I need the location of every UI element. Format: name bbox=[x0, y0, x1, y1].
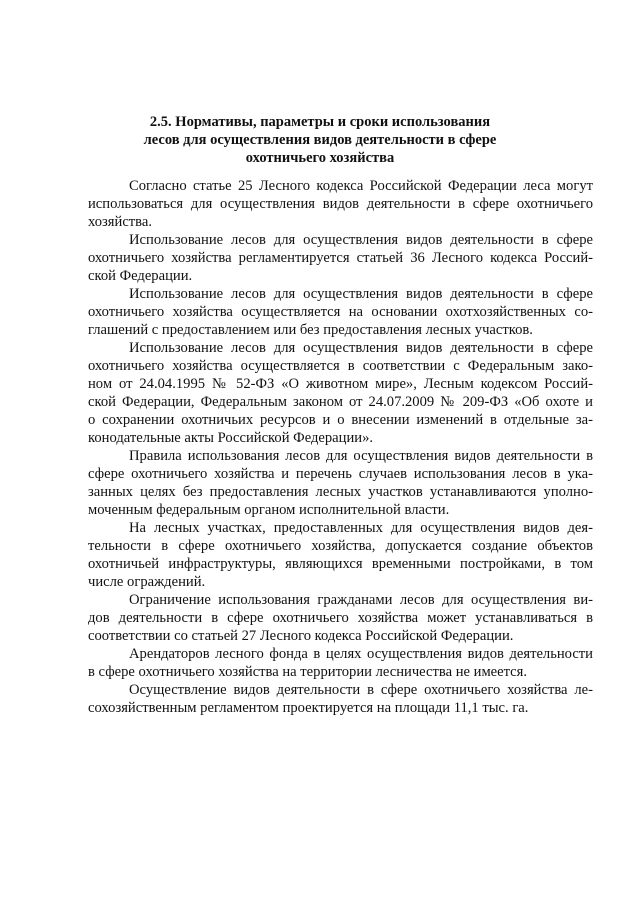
heading-line: охотничьего хозяйства bbox=[245, 150, 395, 166]
paragraph-line: Использование лесов для осуществления видов деятельности в сфере bbox=[129, 340, 593, 356]
paragraph-line: Использование лесов для осуществления видов деятельности в сфере bbox=[129, 232, 593, 248]
paragraph-line: дов деятельности в сфере охотничьего хозяйства может устанавливаться в bbox=[88, 610, 593, 626]
body-text bbox=[88, 177, 593, 717]
paragraph bbox=[88, 645, 593, 681]
paragraph-line: Осуществление видов деятельности в сфере охотничьего хозяйства ле- bbox=[129, 682, 593, 698]
heading-line: 2.5. Нормативы, параметры и сроки использования bbox=[149, 114, 491, 130]
paragraph-line: ном от 24.04.1995 № 52-ФЗ «О животном мире», Лесным кодексом Россий- bbox=[88, 376, 593, 392]
paragraph-line: числе ограждений. bbox=[88, 574, 206, 590]
paragraph-line: Согласно статье 25 Лесного кодекса Российской Федерации леса могут bbox=[129, 178, 593, 194]
paragraph-line: сохозяйственным регламентом проектируется на площади 11,1 тыс. га. bbox=[88, 700, 529, 716]
paragraph-line: сфере охотничьего хозяйства и перечень случаев использования лесов в ука- bbox=[88, 466, 593, 482]
paragraph-line: охотничьей инфраструктуры, являющихся временными постройками, в том bbox=[88, 556, 593, 572]
paragraph-line: охотничьего хозяйства осуществляется в соответствии с Федеральным зако- bbox=[88, 358, 593, 374]
paragraph-line: охотничьего хозяйства осуществляется на основании охотхозяйственных со- bbox=[88, 304, 593, 320]
paragraph-line: соответствии со статьей 27 Лесного кодекса Российской Федерации. bbox=[88, 628, 514, 644]
paragraph-line: охотничьего хозяйства регламентируется статьей 36 Лесного кодекса Россий- bbox=[88, 250, 593, 266]
paragraph-line: Ограничение использования гражданами лесов для осуществления ви- bbox=[129, 592, 593, 608]
paragraph bbox=[88, 177, 593, 231]
paragraph bbox=[88, 681, 593, 717]
paragraph-line: ской Федерации. bbox=[88, 268, 193, 284]
paragraph bbox=[88, 447, 593, 519]
paragraph-line: конодательные акты Российской Федерации». bbox=[88, 430, 374, 446]
paragraph bbox=[88, 519, 593, 591]
paragraph-line: тельности в сфере охотничьего хозяйства, допускается создание объектов bbox=[88, 538, 593, 554]
paragraph bbox=[88, 285, 593, 339]
paragraph-line: занных целях без предоставления лесных участков устанавливаются уполно- bbox=[88, 484, 593, 500]
paragraph-line: хозяйства. bbox=[88, 214, 153, 230]
paragraph-line: моченным федеральным органом исполнительной власти. bbox=[88, 502, 450, 518]
paragraph-line: использоваться для осуществления видов деятельности в сфере охотничьего bbox=[88, 196, 593, 212]
paragraph-line: Использование лесов для осуществления видов деятельности в сфере bbox=[129, 286, 593, 302]
paragraph bbox=[88, 339, 593, 447]
section-heading bbox=[90, 113, 550, 167]
paragraph-line: в сфере охотничьего хозяйства на территории лесничества не имеется. bbox=[88, 664, 528, 680]
paragraph-line: Арендаторов лесного фонда в целях осуществления видов деятельности bbox=[129, 646, 593, 662]
paragraph bbox=[88, 231, 593, 285]
paragraph-line: На лесных участках, предоставленных для осуществления видов дея- bbox=[129, 520, 593, 536]
paragraph-line: глашений с предоставлением или без предоставления лесных участков. bbox=[88, 322, 533, 338]
paragraph-line: о сохранении охотничьих ресурсов и о внесении изменений в отдельные за- bbox=[88, 412, 593, 428]
paragraph-line: ской Федерации, Федеральным законом от 24.07.2009 № 209-ФЗ «Об охоте и bbox=[88, 394, 593, 410]
paragraph bbox=[88, 591, 593, 645]
paragraph-line: Правила использования лесов для осуществления видов деятельности в bbox=[129, 448, 593, 464]
heading-line: лесов для осуществления видов деятельности в сфере bbox=[143, 132, 497, 148]
